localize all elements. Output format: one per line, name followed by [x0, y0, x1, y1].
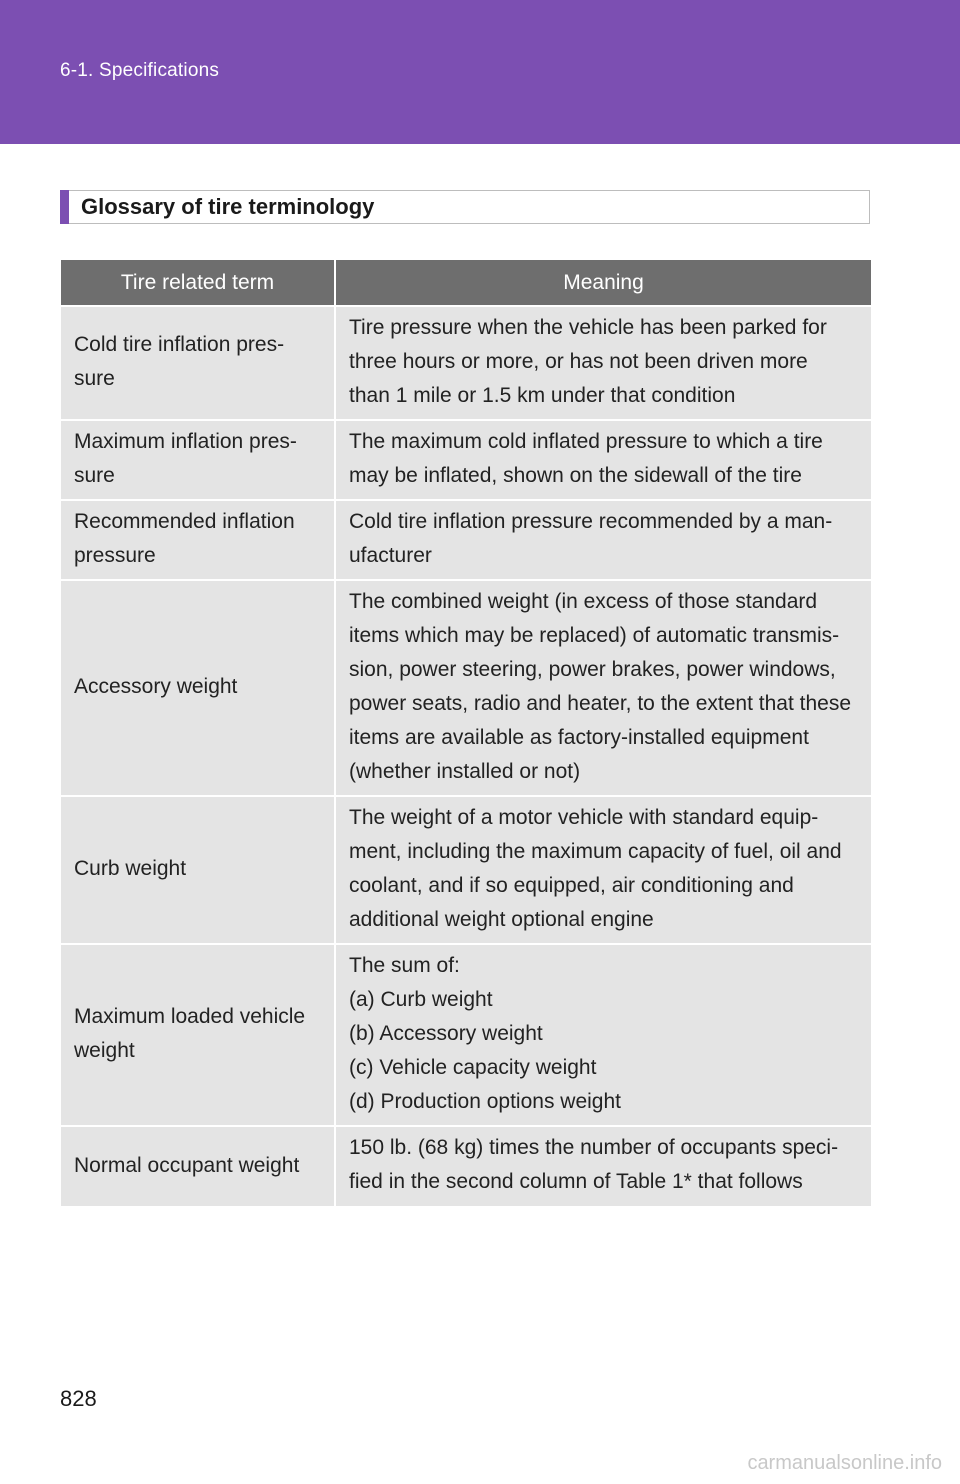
term-cell	[61, 306, 335, 420]
term-line: Normal occupant weight	[74, 1153, 300, 1177]
term-line: sure	[74, 464, 115, 487]
meaning-line: items which may be replaced) of automatic transmis-	[349, 624, 840, 647]
term-line: Maximum loaded vehicle	[74, 1005, 306, 1028]
meaning-line: power seats, radio and heater, to the extent that these	[349, 692, 852, 715]
meaning-line: The weight of a motor vehicle with standard equip-	[349, 806, 819, 829]
term-line: Accessory weight	[74, 675, 238, 698]
meaning-line: three hours or more, or has not been driven more	[349, 350, 808, 373]
glossary-table	[61, 260, 871, 1206]
term-cell	[61, 796, 335, 944]
meaning-line: sion, power steering, power brakes, power windows,	[349, 658, 836, 681]
term-line: Cold tire inflation pres-	[74, 333, 285, 356]
column-header-meaning: Meaning	[335, 260, 871, 306]
meaning-line: (b) Accessory weight	[349, 1022, 543, 1045]
meaning-cell	[335, 1126, 871, 1206]
meaning-line: items are available as factory-installed equipment	[349, 726, 809, 749]
term-cell	[61, 420, 335, 500]
table-header-row	[61, 260, 871, 306]
meaning-line: (a) Curb weight	[349, 988, 493, 1011]
meaning-cell	[335, 796, 871, 944]
heading-accent-bar	[60, 190, 69, 224]
meaning-line: (whether installed or not)	[349, 760, 581, 783]
meaning-line: additional weight optional engine	[349, 908, 654, 931]
meaning-line: Cold tire inflation pressure recommended by a man-	[349, 510, 833, 533]
meaning-line: may be inflated, shown on the sidewall of the tire	[349, 464, 802, 487]
meaning-line: Tire pressure when the vehicle has been parked for	[349, 316, 827, 339]
meaning-line: The sum of:	[349, 954, 460, 977]
section-label: 6-1. Specifications	[60, 60, 220, 81]
column-header-term: Tire related term	[61, 260, 335, 306]
table-row	[61, 944, 871, 1126]
glossary-title: Glossary of tire terminology	[81, 194, 375, 219]
term-cell	[61, 1126, 335, 1206]
watermark: carmanualsonline.info	[747, 1452, 942, 1474]
term-line: Recommended inflation	[74, 510, 295, 533]
term-cell	[61, 944, 335, 1126]
page-number: 828	[60, 1386, 97, 1411]
meaning-line: ment, including the maximum capacity of fuel, oil and	[349, 840, 842, 863]
meaning-line: (d) Production options weight	[349, 1090, 621, 1113]
meaning-line: coolant, and if so equipped, air conditioning and	[349, 874, 794, 897]
meaning-line: ufacturer	[349, 544, 432, 567]
table-row	[61, 580, 871, 796]
term-cell	[61, 580, 335, 796]
meaning-cell	[335, 306, 871, 420]
term-line: Maximum inflation pres-	[74, 430, 297, 453]
meaning-cell	[335, 580, 871, 796]
table-row	[61, 796, 871, 944]
term-line: sure	[74, 367, 115, 390]
table-row	[61, 420, 871, 500]
meaning-cell	[335, 500, 871, 580]
term-cell	[61, 500, 335, 580]
glossary-heading	[60, 190, 870, 224]
meaning-line: than 1 mile or 1.5 km under that condition	[349, 384, 736, 407]
table-row	[61, 1126, 871, 1206]
table-row	[61, 306, 871, 420]
meaning-line: The combined weight (in excess of those standard	[349, 590, 818, 613]
meaning-line: (c) Vehicle capacity weight	[349, 1056, 597, 1079]
term-line: Curb weight	[74, 857, 187, 880]
term-line: pressure	[74, 544, 156, 567]
meaning-cell	[335, 420, 871, 500]
term-line: weight	[74, 1039, 135, 1062]
meaning-cell	[335, 944, 871, 1126]
table-row	[61, 500, 871, 580]
meaning-line: The maximum cold inflated pressure to which a tire	[349, 430, 823, 453]
meaning-line: 150 lb. (68 kg) times the number of occupants speci-	[349, 1136, 839, 1159]
meaning-line: fied in the second column of Table 1* that follows	[349, 1170, 803, 1193]
